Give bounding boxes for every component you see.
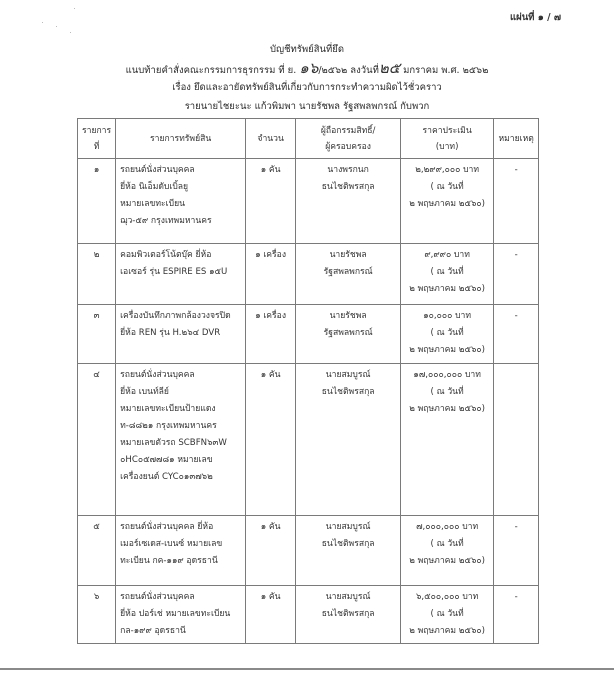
column-header-item-no: รายการ ที่: [78, 119, 116, 159]
order-number-handwritten: ๑๖: [299, 59, 319, 77]
item-description: รถยนต์นั่งส่วนบุคคล ยี่ห้อ นิเอ็มดับเบิ้ลยู หมายเลขทะเบียน ฌุว-๕๙ กรุงเทพมหานคร: [116, 159, 246, 244]
order-prefix: แนบท้ายคำสั่งคณะกรรมการธุรกรรม ที่ ย.: [125, 65, 297, 76]
asset-table: [77, 118, 539, 644]
item-remark: -: [494, 516, 539, 586]
document-subject: เรื่อง ยึดและอายัดทรัพย์สินที่เกี่ยวกับการกระทำความผิดไว้ชั่วคราว: [172, 82, 442, 93]
item-no: ๕: [78, 516, 116, 586]
item-no: ๖: [78, 586, 116, 644]
document-title-block: [0, 40, 614, 116]
item-appraisal: ๗,๐๐๐,๐๐๐ บาท ( ณ วันที่ ๒ พฤษภาคม ๒๕๖๐): [401, 516, 494, 586]
item-no: ๔: [78, 364, 116, 516]
item-owner: นายสมบูรณ์ ธนไชติพรสกุล: [296, 586, 401, 644]
item-description: คอมพิวเตอร์โน้ตบุ๊ค ยี่ห้อ เอเซอร์ รุ่น ESPIRE ES ๑๕U: [116, 244, 246, 305]
document-persons: รายนายไชยะนะ แก้วพิมพา นายรัชพล รัฐสพลพกรณ์ กับพวก: [184, 101, 430, 112]
item-owner: นายรัชพล รัฐสพลพกรณ์: [296, 244, 401, 305]
item-owner: นายรัชพล รัฐสพลพกรณ์: [296, 305, 401, 364]
table-header-row: [78, 119, 539, 159]
item-quantity: ๑ เครื่อง: [246, 244, 296, 305]
item-appraisal: ๖,๕๐๐,๐๐๐ บาท ( ณ วันที่ ๒ พฤษภาคม ๒๕๖๐): [401, 586, 494, 644]
item-remark: [494, 364, 539, 516]
column-header-appraisal: ราคาประเมิน (บาท): [401, 119, 494, 159]
item-remark: -: [494, 586, 539, 644]
item-owner: นายสมบูรณ์ ธนไชติพรสกุล: [296, 364, 401, 516]
item-no: ๒: [78, 244, 116, 305]
column-header-remark: หมายเหตุ: [494, 119, 539, 159]
item-description: รถยนต์นั่งส่วนบุคคล ยี่ห้อ เบนท์ลีย์ หมายเลขทะเบียนป้ายแดง ท-๘๘๒๑ กรุงเทพมหานคร หมายเลขตัวรถ SCBFN๖๓W ๐HC๐๕๗๗๘๑ หมายเลข เครื่องยนต์ CYC๐๑๓๗๖๒: [116, 364, 246, 516]
item-quantity: ๑ คัน: [246, 364, 296, 516]
item-quantity: ๑ เครื่อง: [246, 305, 296, 364]
item-description: รถยนต์นั่งส่วนบุคคล ยี่ห้อ เมอร์เซเดส-เบนซ์ หมายเลข ทะเบียน กค-๑๑๙ อุดรธานี: [116, 516, 246, 586]
item-appraisal: ๙,๙๙๐ บาท ( ณ วันที่ ๒ พฤษภาคม ๒๕๖๐): [401, 244, 494, 305]
table-row: [78, 159, 539, 244]
page-number: แผ่นที่ ๑ / ๗: [510, 12, 562, 23]
item-remark: -: [494, 305, 539, 364]
item-description: รถยนต์นั่งส่วนบุคคล ยี่ห้อ ปอร์เช่ หมายเลขทะเบียน กล-๑๙๙ อุดรธานี: [116, 586, 246, 644]
page-bottom-edge: [0, 668, 614, 670]
order-date-rest: มกราคม พ.ศ. ๒๕๖๒: [403, 65, 489, 76]
column-header-quantity: จำนวน: [246, 119, 296, 159]
order-suffix: /๒๕๖๒ ลงวันที่: [318, 65, 379, 76]
order-reference: [0, 59, 614, 78]
table-row: [78, 516, 539, 586]
item-appraisal: ๒,๒๙๙,๐๐๐ บาท ( ณ วันที่ ๒ พฤษภาคม ๒๕๖๐): [401, 159, 494, 244]
scan-specks: [40, 8, 80, 38]
table-row: [78, 244, 539, 305]
item-no: ๑: [78, 159, 116, 244]
item-owner: นางพรกนก ธนไชติพรสกุล: [296, 159, 401, 244]
item-remark: -: [494, 159, 539, 244]
column-header-description: รายการทรัพย์สิน: [116, 119, 246, 159]
item-no: ๓: [78, 305, 116, 364]
item-quantity: ๑ คัน: [246, 586, 296, 644]
table-row: [78, 586, 539, 644]
table-row: [78, 305, 539, 364]
item-quantity: ๑ คัน: [246, 516, 296, 586]
item-description: เครื่องบันทึกภาพกล้องวงจรปิด ยี่ห้อ REN รุ่น H.๒๖๔ DVR: [116, 305, 246, 364]
table-row: [78, 364, 539, 516]
document-title: บัญชีทรัพย์สินที่ยึด: [269, 44, 345, 55]
item-quantity: ๑ คัน: [246, 159, 296, 244]
item-owner: นายสมบูรณ์ ธนไชติพรสกุล: [296, 516, 401, 586]
item-appraisal: ๑๐,๐๐๐ บาท ( ณ วันที่ ๒ พฤษภาคม ๒๕๖๐): [401, 305, 494, 364]
item-appraisal: ๑๗,๐๐๐,๐๐๐ บาท ( ณ วันที่ ๒ พฤษภาคม ๒๕๖๐): [401, 364, 494, 516]
order-day-handwritten: ๒๕: [378, 59, 401, 77]
column-header-owner: ผู้ถือกรรมสิทธิ์/ ผู้ครอบครอง: [296, 119, 401, 159]
item-remark: -: [494, 244, 539, 305]
